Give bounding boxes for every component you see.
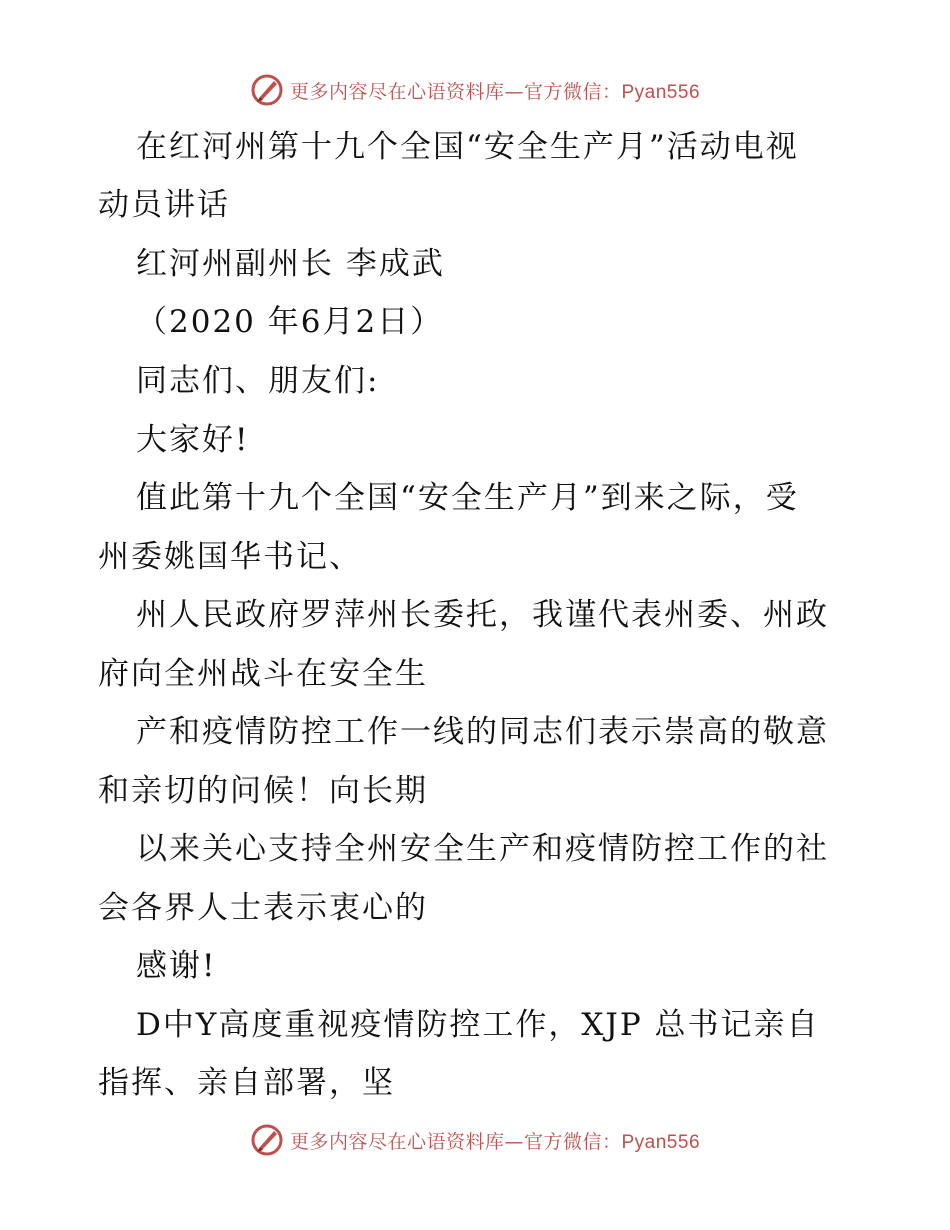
paragraph-line: 州委姚国华书记、 <box>98 539 362 575</box>
speaker-line: 红河州副州长 李成武 <box>136 246 445 282</box>
paragraph-line: 以来关心支持全州安全生产和疫情防控工作的社 <box>136 831 829 867</box>
paragraph-line: 会各界人士表示衷心的 <box>98 890 428 926</box>
paragraph-line: 和亲切的问候！向长期 <box>98 773 428 809</box>
greeting-line: 大家好! <box>136 422 250 458</box>
footer-watermark <box>0 1120 950 1160</box>
paragraph-line: 州人民政府罗萍州长委托，我谨代表州委、州政 <box>136 597 829 633</box>
paragraph-line: 产和疫情防控工作一线的同志们表示崇高的敬意 <box>136 714 829 750</box>
paragraph-line: D中Y高度重视疫情防控工作，XJP 总书记亲自 <box>136 1007 820 1043</box>
wechat-id: Pyan556 <box>621 1131 701 1153</box>
watermark-text: 更多内容尽在心语资料库—官方微信：Pyan556 <box>289 1130 701 1153</box>
title-line-2: 动员讲话 <box>98 187 230 223</box>
paragraph-line: 值此第十九个全国“安全生产月”到来之际，受 <box>136 480 799 516</box>
paragraph-line: 府向全州战斗在安全生 <box>98 656 428 692</box>
salutation-line: 同志们、朋友们: <box>136 363 380 399</box>
watermark-text: 更多内容尽在心语资料库—官方微信：Pyan556 <box>289 80 701 103</box>
date-line: （2020 年6月2日） <box>136 304 444 340</box>
paragraph-line: 指挥、亲自部署，坚 <box>98 1065 395 1101</box>
quill-logo-icon <box>250 1123 284 1157</box>
title-line-1: 在红河州第十九个全国“安全生产月”活动电视 <box>136 129 799 165</box>
paragraph-line: 感谢! <box>136 948 217 984</box>
wechat-id: Pyan556 <box>621 81 701 103</box>
